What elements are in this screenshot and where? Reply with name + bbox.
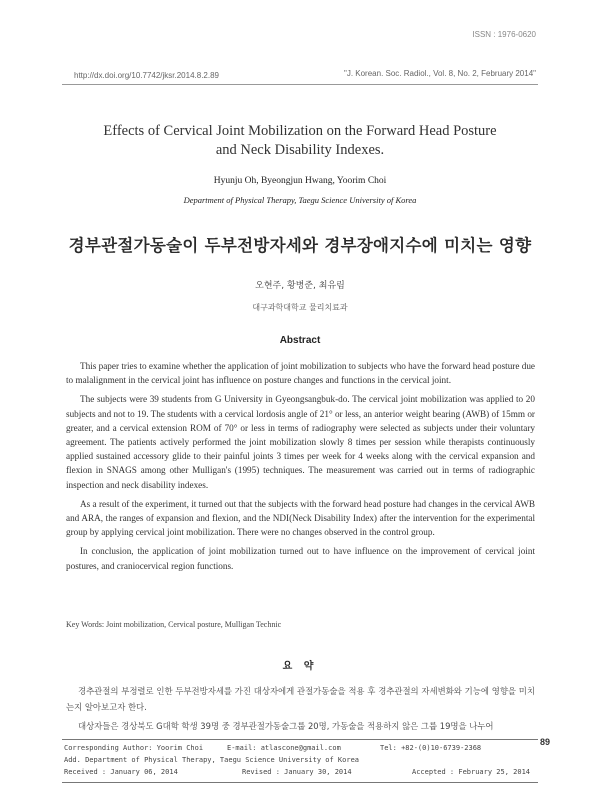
header-rule bbox=[62, 84, 538, 85]
accepted-date: Accepted : February 25, 2014 bbox=[412, 768, 531, 776]
abstract-heading: Abstract bbox=[279, 335, 321, 346]
abstract-body bbox=[66, 359, 535, 578]
affiliation-ko: 대구과학대학교 물리치료과 bbox=[252, 303, 348, 312]
paper-title-en bbox=[60, 122, 540, 160]
abstract-paragraph: This paper tries to examine whether the application of joint mobilization to subjects who have the forward head posture due to malalignment in the cervical joint has influence on posture changes and functions in the cervical joint. bbox=[66, 361, 535, 386]
keywords: Key Words: Joint mobilization, Cervical posture, Mulligan Technic bbox=[66, 620, 282, 629]
summary-paragraph: 경추관절의 부정렬로 인한 두부전방자세를 가진 대상자에게 관절가동술을 적용 후 경추관절의 자세변화와 기능에 영향을 미치는지 알아보고자 한다. bbox=[66, 686, 535, 712]
summary-paragraph: 대상자들은 경상북도 G대학 학생 39명 중 경부관절가동술그룹 20명, 가동술을 적용하지 않은 그룹 19명을 나누어 bbox=[78, 721, 494, 731]
author-tel: Tel: +82-(0)10-6739-2368 bbox=[380, 744, 482, 752]
title-line-1: Effects of Cervical Joint Mobilization on the Forward Head Posture bbox=[103, 123, 497, 139]
abstract-paragraph: The subjects were 39 students from G University in Gyeongsangbuk-do. The cervical joint mobilization was applied to 20 subjects and not to 19. The students with a cervical lordosis angle of 21° or less, an anterior weight bearing (AWB) of 15mm or greater, and a cervical extension ROM of 70° or less in terms of radiography were selected as subjects under their voluntary agreement. The patients actively performed the joint mobilization slowly 8 times per session while therapists continuously applied sustained accessory glide to their painful joints 3 times per week for 4 weeks along with the cervical expansion and flexion in SNAGS among other Mulligan's (1995) techniques. The measurement was carried out in terms of radiographic inspection and neck disability indexes. bbox=[66, 394, 535, 490]
paper-title-ko: 경부관절가동술이 두부전방자세와 경부장애지수에 미치는 영향 bbox=[68, 236, 532, 255]
journal-citation: "J. Korean. Soc. Radiol., Vol. 8, No. 2, February 2014" bbox=[343, 69, 536, 78]
footer-box bbox=[62, 739, 538, 783]
affiliation-en: Department of Physical Therapy, Taegu Science University of Korea bbox=[183, 195, 417, 205]
page-number: 89 bbox=[540, 737, 551, 747]
doi-link[interactable]: http://dx.doi.org/10.7742/jksr.2014.8.2.89 bbox=[74, 71, 219, 80]
authors-en: Hyunju Oh, Byeongjun Hwang, Yoorim Choi bbox=[213, 176, 387, 186]
issn: ISSN : 1976-0620 bbox=[472, 30, 536, 39]
authors-ko: 오현주, 황병준, 최유림 bbox=[255, 281, 345, 291]
title-line-2: and Neck Disability Indexes. bbox=[215, 142, 385, 158]
received-date: Received : January 06, 2014 bbox=[64, 768, 178, 776]
summary-ko-heading: 요 약 bbox=[282, 661, 318, 672]
summary-ko-body bbox=[66, 683, 535, 737]
abstract-paragraph: In conclusion, the application of joint mobilization turned out to have influence on the improvement of cervical joint postures, and craniocervical region functions. bbox=[66, 546, 535, 571]
abstract-paragraph: As a result of the experiment, it turned out that the subjects with the forward head posture had changes in the cervical AWB and ARA, the ranges of expansion and flexion, and the NDI(Neck Disability Index) after the intervention for the experimental group by applying cervical joint mobilization. There were no changes observed in the control group. bbox=[66, 498, 535, 538]
corresponding-author: Corresponding Author: Yoorim Choi bbox=[64, 744, 204, 752]
author-email: E-mail: atlascone@gmail.com bbox=[227, 744, 341, 752]
revised-date: Revised : January 30, 2014 bbox=[242, 768, 352, 776]
author-address: Add. Department of Physical Therapy, Taegu Science University of Korea bbox=[64, 756, 360, 764]
